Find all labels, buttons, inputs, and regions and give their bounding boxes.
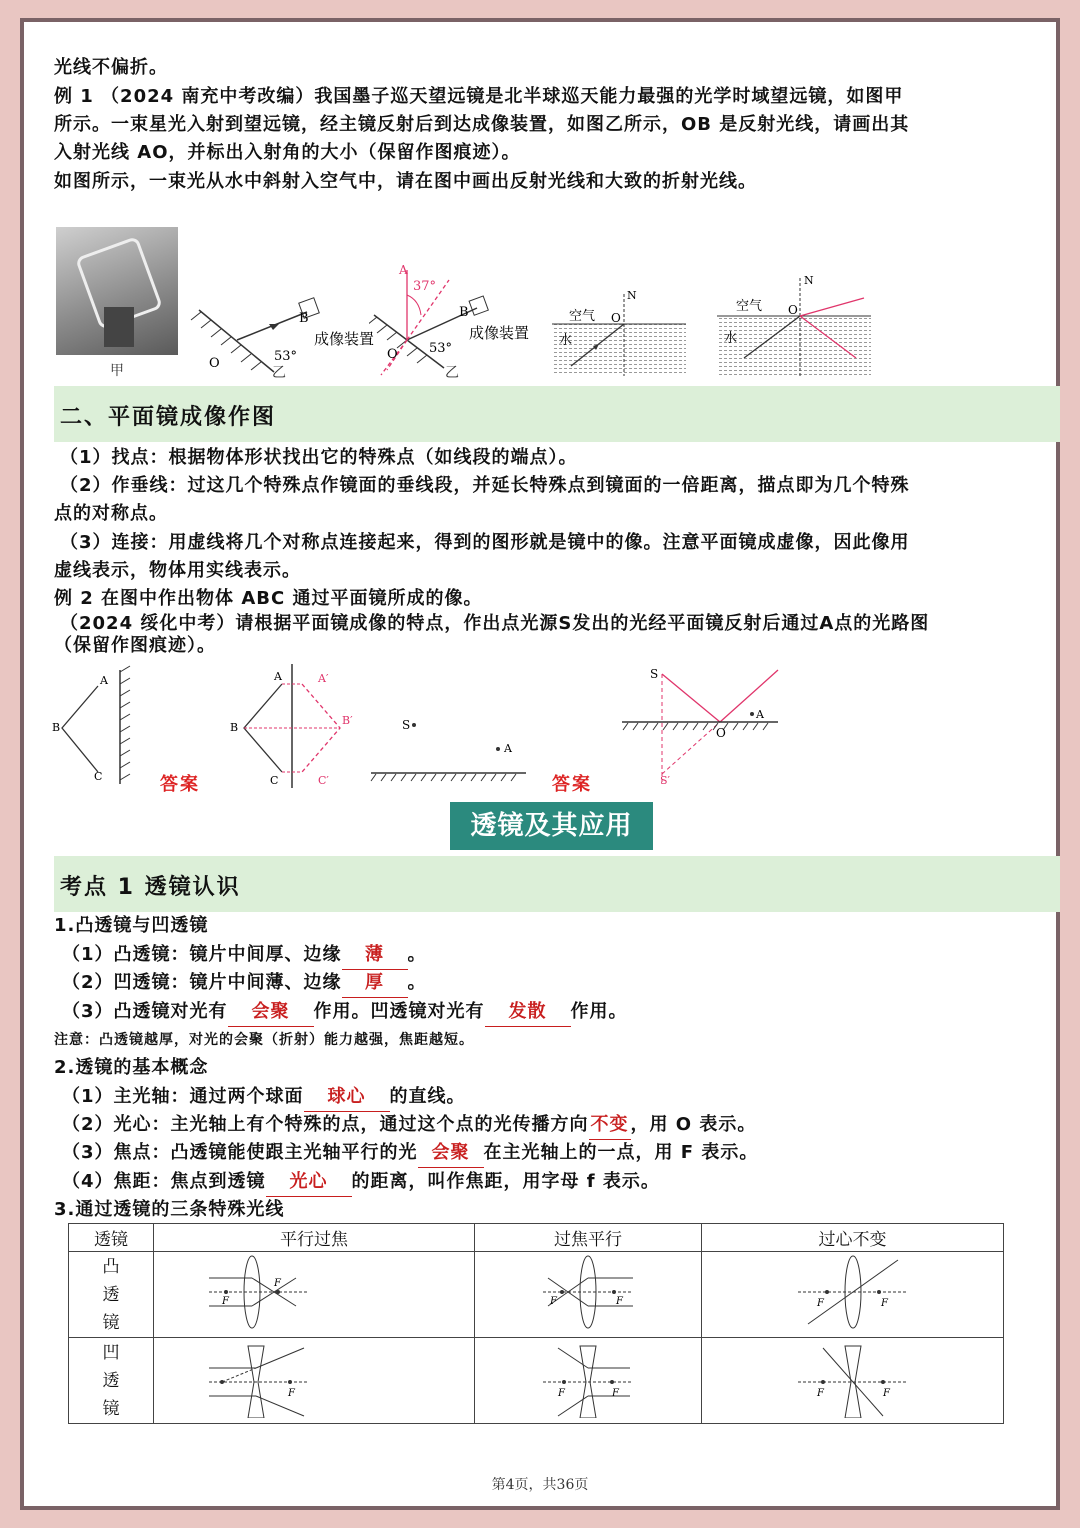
- label-O: O: [209, 356, 220, 371]
- label-B: B: [299, 311, 309, 326]
- section-header-plane-mirror: [54, 386, 1060, 442]
- label-A-ans2: A: [756, 708, 764, 721]
- heading-1: 1.凸透镜与凹透镜: [54, 915, 209, 936]
- heading-3: 3.通过透镜的三条特殊光线: [54, 1199, 285, 1220]
- water-question: 如图所示，一束光从水中斜射入空气中，请在图中画出反射光线和大致的折射光线。: [54, 171, 757, 192]
- svg-text:F: F: [558, 1388, 565, 1399]
- answer-blank: 会聚: [228, 998, 314, 1027]
- label-N: N: [627, 289, 637, 302]
- label-53: 53°: [274, 349, 298, 364]
- label-O2: O: [387, 347, 398, 362]
- convex-focus-diagram: [475, 1252, 702, 1338]
- page: [20, 18, 1060, 1510]
- label-A-prime: A′: [318, 672, 329, 685]
- abc-mirror-answer: [224, 662, 374, 792]
- chapter-banner: 透镜及其应用: [450, 802, 653, 850]
- answer-blank: 薄: [342, 941, 408, 970]
- section-header-lens: [54, 856, 1060, 912]
- step2-b: 点的对称点。: [54, 503, 168, 524]
- svg-text:F: F: [274, 1278, 281, 1289]
- point-source-question: [366, 707, 531, 787]
- fill-line-2: （2）凹透镜：镜片中间薄、边缘 厚 。: [62, 969, 427, 998]
- answer-blank: 光心: [266, 1168, 352, 1197]
- concept-2: （2）光心：主光轴上有个特殊的点，通过这个点的光传播方向 不变 ，用 O 表示。: [62, 1111, 756, 1140]
- svg-text:F: F: [816, 1388, 824, 1399]
- label-S: S: [402, 718, 411, 732]
- example2: 例 2 在图中作出物体 ABC 通过平面镜所成的像。: [54, 588, 483, 609]
- label-A: A: [100, 674, 108, 687]
- label-S-prime: S′: [660, 774, 671, 786]
- answer-tag-2: 答案: [552, 774, 592, 795]
- water-air-diagram: [549, 284, 689, 379]
- label-A-ans: A: [274, 670, 282, 683]
- convex-center-diagram: [702, 1252, 1004, 1338]
- header-parallel: 平行过焦: [154, 1224, 475, 1252]
- note: 注意：凸透镜越厚，对光的会聚（折射）能力越强，焦距越短。: [54, 1032, 474, 1048]
- header-lens: 透镜: [69, 1224, 154, 1252]
- answer-blank: 发散: [485, 998, 571, 1027]
- label-A-point: A: [504, 742, 512, 755]
- answer-tag-1: 答案: [160, 774, 200, 795]
- heading-2: 2.透镜的基本概念: [54, 1057, 209, 1078]
- label-B-prime: B′: [342, 714, 353, 727]
- page-footer: 第4页，共36页: [491, 1477, 589, 1493]
- label-device-2: 成像装置: [469, 324, 530, 342]
- label-A: A: [399, 263, 408, 277]
- caption-yi-1: 乙: [272, 365, 286, 381]
- svg-text:F: F: [880, 1298, 888, 1309]
- label-O3: O: [611, 311, 621, 325]
- concave-focus-diagram: [475, 1338, 702, 1424]
- label-C-prime: C′: [318, 774, 329, 787]
- section-title: 二、平面镜成像作图: [60, 405, 277, 430]
- svg-text:F: F: [222, 1296, 229, 1307]
- fill-line-3: （3）凸透镜对光有 会聚 作用。凹透镜对光有 发散 作用。: [62, 998, 628, 1027]
- answer-blank: 球心: [304, 1083, 390, 1112]
- concept-3: （3）焦点：凸透镜能使跟主光轴平行的光 会聚 在主光轴上的一点，用 F 表示。: [62, 1139, 758, 1168]
- label-53b: 53°: [429, 341, 453, 356]
- header-center: 过心不变: [702, 1224, 1004, 1252]
- telescope-photo: [56, 227, 178, 355]
- mirror-diagram-yi-1: [189, 272, 389, 387]
- label-water: 水: [559, 333, 573, 348]
- water-air-answer-diagram: [714, 270, 874, 380]
- svg-text:F: F: [550, 1296, 557, 1307]
- label-B2: B: [459, 305, 469, 320]
- point-source-answer: [620, 664, 785, 786]
- example3-b: （保留作图痕迹）。: [54, 635, 216, 656]
- label-O4: O: [788, 303, 798, 317]
- svg-text:F: F: [616, 1296, 623, 1307]
- answer-blank: 会聚: [418, 1139, 484, 1168]
- label-S-ans: S: [650, 667, 659, 681]
- svg-text:F: F: [816, 1298, 824, 1309]
- svg-text:F: F: [288, 1388, 295, 1399]
- label-N2: N: [804, 274, 814, 287]
- concept-1: （1）主光轴：通过两个球面 球心 的直线。: [62, 1083, 466, 1112]
- mirror-diagram-yi-2: [369, 260, 569, 380]
- example3-a: （2024 绥化中考）请根据平面镜成像的特点，作出点光源S发出的光经平面镜反射后通过A点的光路图: [60, 613, 930, 634]
- svg-text:F: F: [882, 1388, 890, 1399]
- step1: （1）找点：根据物体形状找出它的特殊点（如线段的端点）。: [60, 447, 578, 468]
- header-focus: 过焦平行: [475, 1224, 702, 1252]
- label-C: C: [94, 770, 103, 783]
- convex-parallel-diagram: [154, 1252, 475, 1338]
- example1-line3: 入射光线 AO，并标出入射角的大小（保留作图痕迹）。: [54, 142, 521, 163]
- step3-b: 虚线表示，物体用实线表示。: [54, 560, 301, 581]
- concave-center-diagram: [702, 1338, 1004, 1424]
- step2-a: （2）作垂线：过这几个特殊点作镜面的垂线段，并延长特殊点到镜面的一倍距离，描点即为几个特殊: [60, 475, 910, 496]
- caption-jia: 甲: [110, 363, 124, 379]
- lens-rays-table: [68, 1223, 1004, 1424]
- label-B-ans: B: [230, 721, 239, 734]
- example1-line2: 所示。一束星光入射到望远镜，经主镜反射后到达成像装置，如图乙所示，OB 是反射光线，请画出其: [54, 114, 910, 135]
- label-C-ans: C: [270, 774, 279, 787]
- label-air: 空气: [569, 309, 596, 324]
- row-label-concave: 凹 透 镜: [69, 1338, 154, 1424]
- intro-line: 光线不偏折。: [54, 57, 168, 78]
- svg-text:F: F: [612, 1388, 619, 1399]
- answer-blank: 不变: [589, 1111, 631, 1140]
- abc-mirror-question: [50, 662, 140, 792]
- concave-parallel-diagram: [154, 1338, 475, 1424]
- label-device: 成像装置: [314, 330, 375, 348]
- label-O-ans: O: [716, 726, 726, 740]
- label-water-2: 水: [724, 331, 738, 346]
- concept-4: （4）焦距：焦点到透镜 光心 的距离，叫作焦距，用字母 f 表示。: [62, 1168, 660, 1197]
- step3-a: （3）连接：用虚线将几个对称点连接起来，得到的图形就是镜中的像。注意平面镜成虚像，因此像用: [60, 532, 910, 553]
- label-B: B: [52, 721, 61, 734]
- fill-line-1: （1）凸透镜：镜片中间厚、边缘 薄 。: [62, 941, 427, 970]
- label-air-2: 空气: [736, 299, 763, 314]
- row-label-convex: 凸 透 镜: [69, 1252, 154, 1338]
- caption-yi-2: 乙: [445, 365, 459, 381]
- answer-blank: 厚: [342, 969, 408, 998]
- kp1-title: 考点 1 透镜认识: [60, 875, 241, 900]
- example1-line1: 例 1 （2024 南充中考改编）我国墨子巡天望远镜是北半球巡天能力最强的光学时域望远镜，如图甲: [54, 86, 904, 107]
- label-37: 37°: [413, 279, 437, 294]
